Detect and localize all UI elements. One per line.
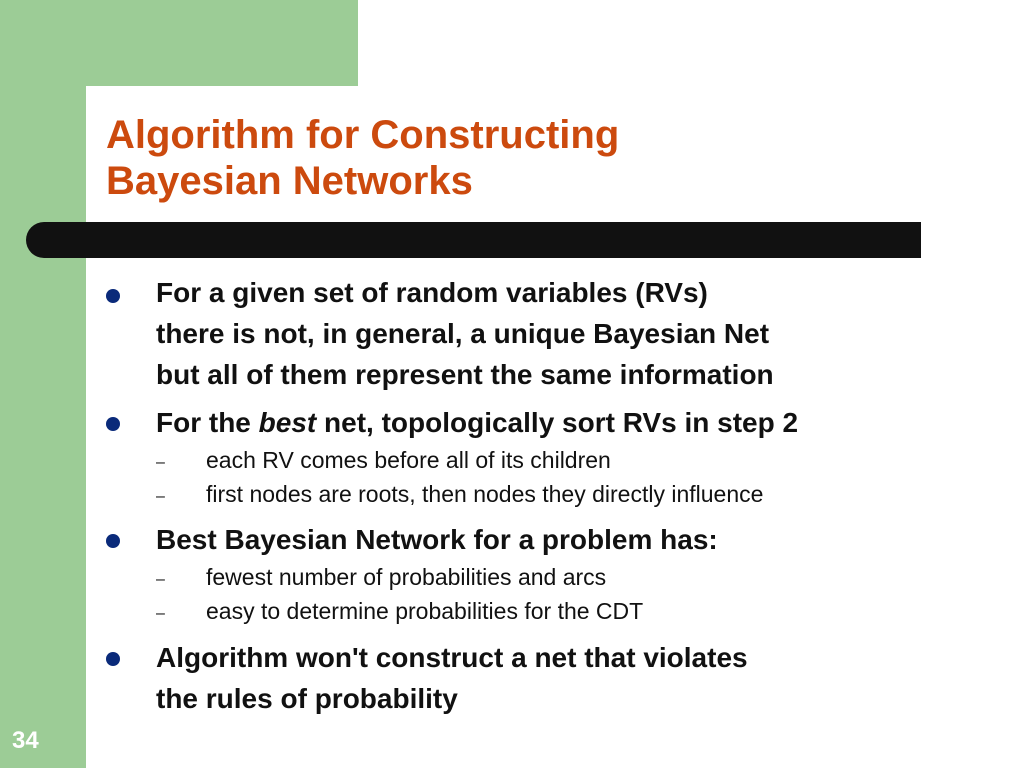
bullet-2-prefix: For the — [156, 407, 259, 438]
sub-bullet-3-2: easy to determine probabilities for the CDT — [206, 598, 644, 624]
bullet-text-1 — [156, 272, 774, 395]
bullet-text-2 — [156, 402, 798, 443]
title-line-1: Algorithm for Constructing — [106, 113, 620, 157]
dash-3-2: – — [156, 605, 165, 622]
bullet-text-3 — [156, 519, 718, 560]
title-divider — [26, 222, 921, 258]
left-accent-bar — [0, 0, 86, 768]
bullet-dot-4 — [106, 652, 120, 666]
sub-bullet-2-1: each RV comes before all of its children — [206, 447, 611, 473]
bullet-dot-1 — [106, 289, 120, 303]
sub-bullet-2-2: first nodes are roots, then nodes they directly influence — [206, 481, 764, 507]
bullet-2-suffix: net, topologically sort RVs in step 2 — [316, 407, 799, 438]
bullet-2-emphasis: best — [258, 407, 317, 438]
page-number: 34 — [12, 727, 39, 754]
dash-3-1: – — [156, 571, 165, 588]
bullet-4-line-1: Algorithm won't construct a net that violates — [156, 642, 748, 673]
bullet-text-4 — [156, 637, 748, 719]
title-line-2: Bayesian Networks — [106, 159, 473, 203]
slide-title — [106, 112, 619, 204]
bullet-dot-3 — [106, 534, 120, 548]
sub-bullet-3-1: fewest number of probabilities and arcs — [206, 564, 607, 590]
top-accent-bar — [0, 0, 358, 86]
bullet-1-line-1: For a given set of random variables (RVs) — [156, 277, 708, 308]
bullet-dot-2 — [106, 417, 120, 431]
bullet-1-line-3: but all of them represent the same information — [156, 359, 774, 390]
bullet-3-line-1: Best Bayesian Network for a problem has: — [156, 524, 718, 555]
dash-2-2: – — [156, 488, 165, 505]
bullet-4-line-2: the rules of probability — [156, 683, 458, 714]
dash-2-1: – — [156, 454, 165, 471]
bullet-1-line-2: there is not, in general, a unique Bayesian Net — [156, 318, 770, 349]
